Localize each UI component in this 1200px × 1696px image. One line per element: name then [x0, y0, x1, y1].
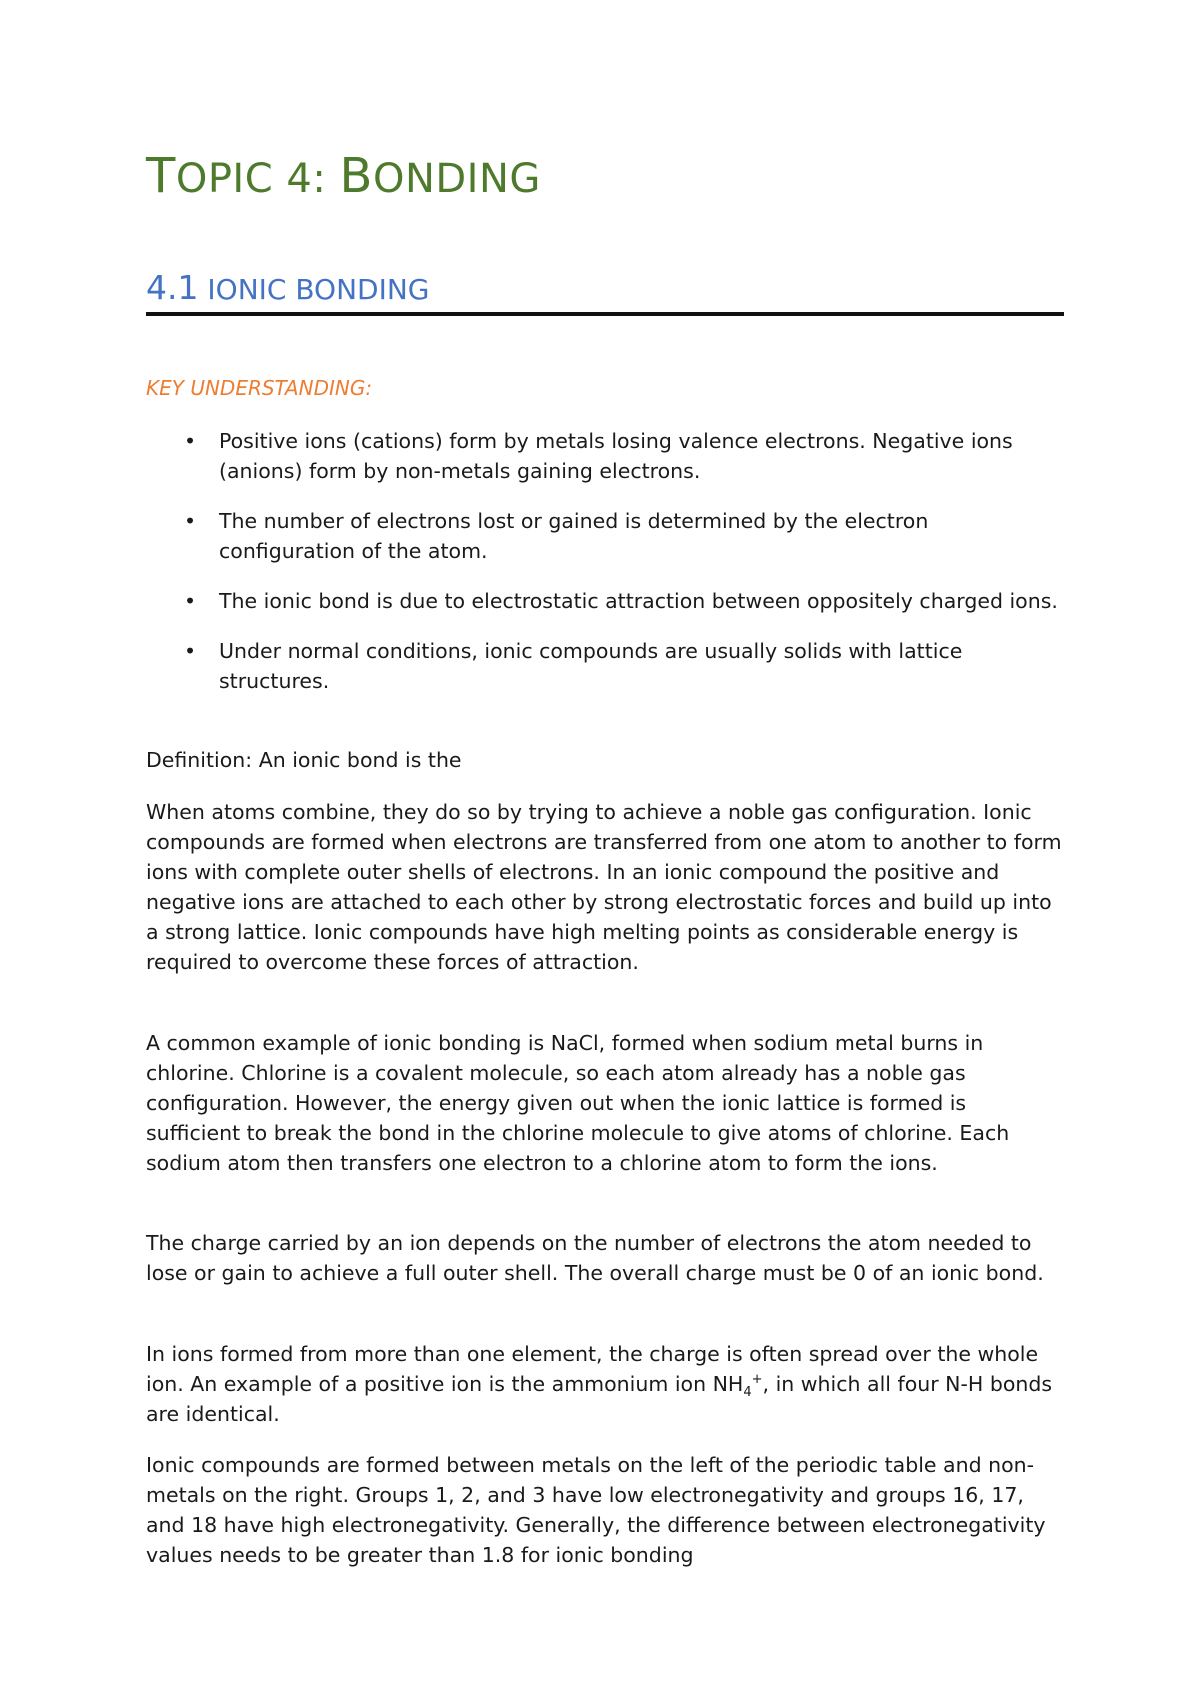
bullet-icon: • [184, 589, 197, 613]
list-item [146, 506, 1064, 566]
list-item-text: Positive ions (cations) form by metals losing valence electrons. Negative ions (anions) form by non-metals gaining electrons. [219, 429, 1013, 483]
topic-title-rest: ONDING [372, 156, 541, 202]
list-item [146, 426, 1064, 486]
list-item-text: Under normal conditions, ionic compounds are usually solids with lattice structures. [219, 639, 963, 693]
paragraph-noble-gas: When atoms combine, they do so by trying to achieve a noble gas configuration. Ionic compounds are formed when electrons are transferred from one atom to another to form ions with complete outer shells of electrons. In an ionic compound the positive and negative ions are attached to each other by strong electrostatic forces and build up into a strong lattice. Ionic compounds have high melting points as considerable energy is required to overcome these forces of attraction. [146, 800, 1062, 974]
topic-title [146, 148, 541, 207]
section-title: IONIC BONDING [207, 273, 430, 306]
bullet-icon: • [184, 429, 197, 453]
paragraph-text: , in which all four N-H bonds are identical. [146, 1372, 1053, 1426]
topic-title-part: OPIC 4: [175, 156, 340, 202]
section-heading [146, 268, 1064, 316]
list-item-text: The number of electrons lost or gained is determined by the electron configuration of the atom. [219, 509, 929, 563]
bullet-icon: • [184, 639, 197, 663]
definition-paragraph: Definition: An ionic bond is the [146, 748, 462, 772]
paragraph-polyatomic-ions [146, 1339, 1064, 1429]
paragraph-electronegativity: Ionic compounds are formed between metals on the left of the periodic table and non-metals on the right. Groups 1, 2, and 3 have low electronegativity and groups 16, 17, and 18 have high electronegativity. Generally, the difference between electronegativity values needs to be greater than 1.8 for ionic bonding [146, 1453, 1046, 1567]
paragraph-nacl-example: A common example of ionic bonding is NaCl, formed when sodium metal burns in chlorine. Chlorine is a covalent molecule, so each atom already has a noble gas configuration. However, the energy given out when the ionic lattice is formed is sufficient to break the bond in the chlorine molecule to give atoms of chlorine. Each sodium atom then transfers one electron to a chlorine atom to form the ions. [146, 1031, 1010, 1175]
subscript: 4 [743, 1385, 752, 1401]
topic-title-initial: T [146, 148, 176, 204]
list-item [146, 586, 1064, 616]
bullet-icon: • [184, 509, 197, 533]
topic-title-initial-b: B [339, 148, 373, 204]
paragraph-ion-charge: The charge carried by an ion depends on the number of electrons the atom needed to lose or gain to achieve a full outer shell. The overall charge must be 0 of an ionic bond. [146, 1231, 1044, 1285]
list-item-text: The ionic bond is due to electrostatic attraction between oppositely charged ions. [219, 589, 1058, 613]
key-understanding-heading: KEY UNDERSTANDING: [146, 376, 373, 400]
paragraph-text: In ions formed from more than one element, the charge is often spread over the whole ion. An example of a positive ion is the ammonium ion NH [146, 1342, 1039, 1396]
key-understanding-list [146, 426, 1064, 716]
list-item [146, 636, 1064, 696]
section-number: 4.1 [146, 268, 199, 307]
superscript: + [751, 1372, 763, 1388]
